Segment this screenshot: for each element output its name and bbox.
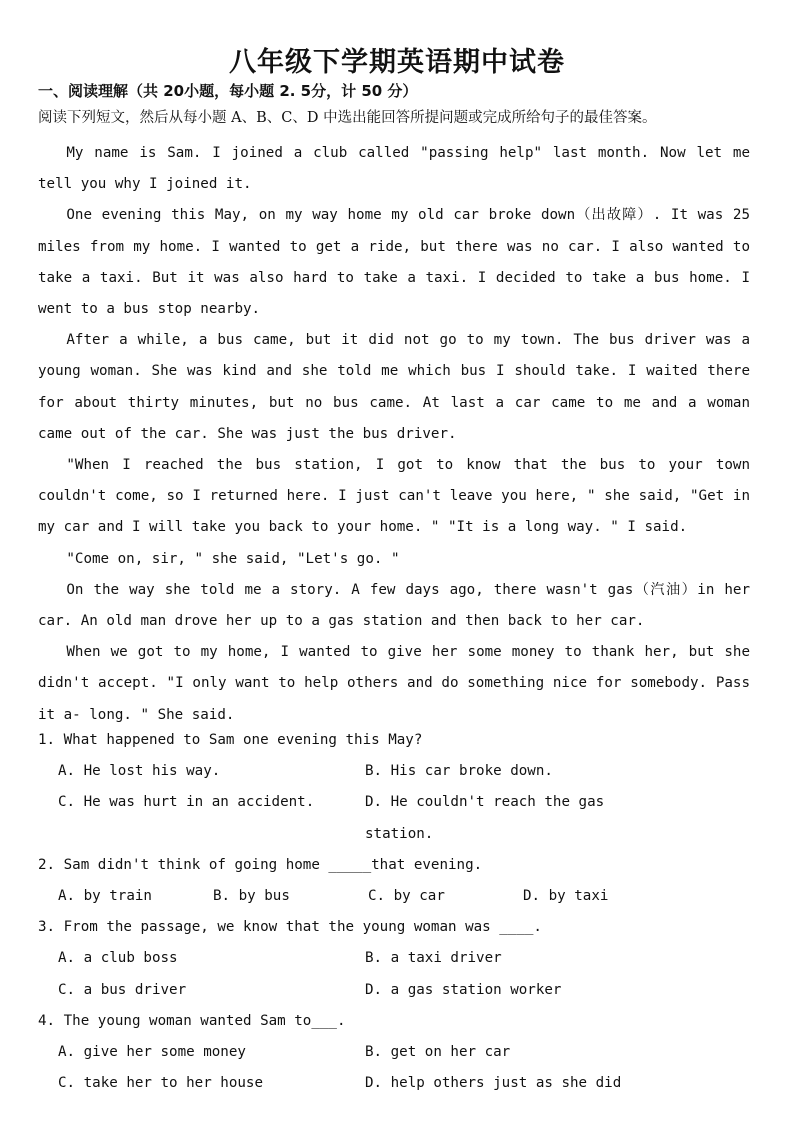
option-row bbox=[38, 1068, 750, 1099]
question-1 bbox=[38, 725, 750, 850]
option-row bbox=[38, 1037, 750, 1068]
option-a[interactable]: A. He lost his way. bbox=[58, 763, 221, 780]
passage-paragraph: When we got to my home, I wanted to give her some money to thank her, but she didn't accept. "I only want to help others and do something nice for somebody. Pass it a- long. " She said. bbox=[38, 644, 750, 723]
option-row bbox=[38, 881, 750, 912]
question-stem: 1. What happened to Sam one evening this May? bbox=[38, 732, 423, 748]
question-4 bbox=[38, 1006, 750, 1100]
option-c[interactable]: C. by car bbox=[368, 888, 445, 905]
question-stem: 2. Sam didn't think of going home _____that evening. bbox=[38, 856, 483, 873]
option-b[interactable]: B. His car broke down. bbox=[365, 763, 553, 780]
passage-paragraph: My name is Sam. I joined a club called "passing help" last month. Now let me tell you why I joined it. bbox=[38, 145, 750, 193]
exam-title: 八年级下学期英语期中试卷 bbox=[229, 47, 565, 78]
reading-passage bbox=[38, 138, 750, 731]
option-c[interactable]: C. a bus driver bbox=[58, 981, 187, 998]
option-row bbox=[38, 787, 750, 849]
passage-paragraph: One evening this May, on my way home my old car broke down（出故障）. It was 25 miles from my home. I wanted to get a ride, but there was no car. I also wanted to take a taxi. But it was also hard to take a taxi. I decided to take a bus home. I went to a bus stop nearby. bbox=[38, 207, 750, 318]
option-b[interactable]: B. a taxi driver bbox=[365, 950, 502, 967]
option-b[interactable]: B. get on her car bbox=[365, 1044, 511, 1061]
option-d[interactable]: D. help others just as she did bbox=[365, 1075, 622, 1092]
question-list bbox=[38, 725, 750, 1099]
option-a[interactable]: A. a club boss bbox=[58, 950, 178, 967]
option-b[interactable]: B. by bus bbox=[213, 888, 290, 905]
option-a[interactable]: A. give her some money bbox=[58, 1044, 246, 1061]
passage-paragraph: "When I reached the bus station, I got to know that the bus to your town couldn't come, so I returned here. I just can't leave you here, " she said, "Get in my car and I will take you back to your home. " "It is a long way. " I said. bbox=[38, 457, 750, 536]
option-c[interactable]: C. He was hurt in an accident. bbox=[58, 794, 315, 811]
section-instructions: 阅读下列短文，然后从每小题 A、B、C、D 中选出能回答所提问题或完成所给句子的最佳答案。 bbox=[38, 110, 657, 126]
option-d[interactable]: D. He couldn't reach the gas station. bbox=[365, 794, 605, 842]
section-heading: 一、阅读理解（共 20小题，每小题 2. 5分，计 50 分） bbox=[38, 82, 418, 100]
option-c[interactable]: C. take her to her house bbox=[58, 1075, 263, 1092]
passage-paragraph: On the way she told me a story. A few days ago, there wasn't gas（汽油）in her car. An old man drove her up to a gas station and then back to her car. bbox=[38, 581, 750, 630]
option-a[interactable]: A. by train bbox=[58, 888, 152, 905]
option-row bbox=[38, 943, 750, 974]
option-d[interactable]: D. a gas station worker bbox=[365, 981, 562, 998]
question-stem: 3. From the passage, we know that the young woman was ____. bbox=[38, 919, 542, 936]
option-row bbox=[38, 975, 750, 1006]
option-d[interactable]: D. by taxi bbox=[523, 888, 609, 905]
question-2 bbox=[38, 850, 750, 912]
passage-paragraph: After a while, a bus came, but it did not go to my town. The bus driver was a young woman. She was kind and she told me which bus I should take. I waited there for about thirty minutes, but no bus came. At last a car came to me and a woman came out of the car. She was just the bus driver. bbox=[38, 332, 750, 442]
question-3 bbox=[38, 912, 750, 1006]
option-row bbox=[38, 756, 750, 787]
passage-paragraph: "Come on, sir, " she said, "Let's go. " bbox=[66, 550, 400, 567]
question-stem: 4. The young woman wanted Sam to___. bbox=[38, 1012, 346, 1029]
